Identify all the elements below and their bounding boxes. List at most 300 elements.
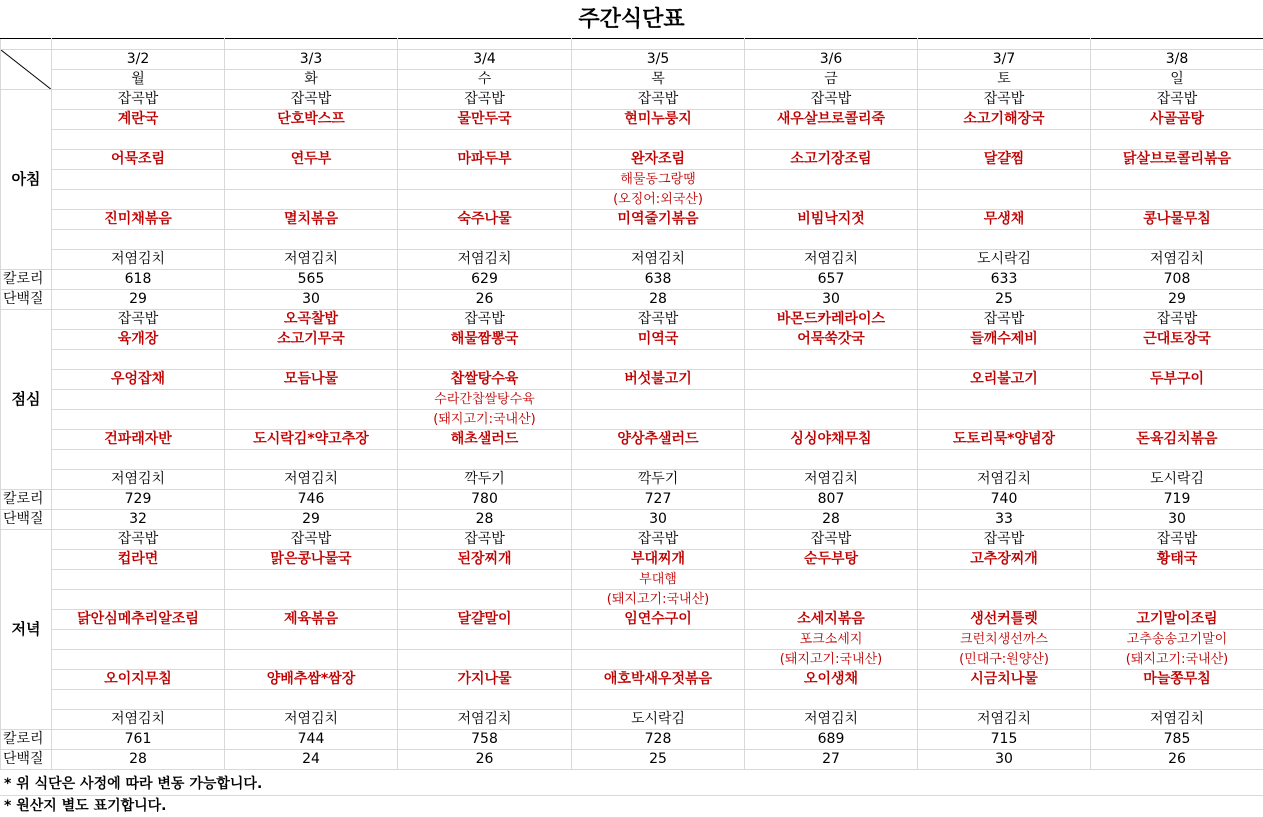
table-row: [1, 150, 1263, 170]
breakfast-kimchi-cell: 저염김치: [398, 250, 572, 270]
lunch-rice-cell: 잡곡밥: [918, 310, 1091, 330]
dinner-origin2-cell: (민대구:원양산): [918, 650, 1091, 670]
lunch-soup-cell: 소고기무국: [225, 330, 398, 350]
lunch-rice-cell: 잡곡밥: [52, 310, 225, 330]
dinner-side-cell: 마늘쫑무침: [1091, 670, 1263, 690]
day-date: 3/2: [52, 50, 225, 70]
table-row: [1, 390, 1263, 410]
lunch-blank-cell: [745, 450, 918, 470]
breakfast-blank-cell: [1091, 230, 1263, 250]
lunch-main-cell: 우엉잡채: [52, 370, 225, 390]
breakfast-main-cell: 어묵조림: [52, 150, 225, 170]
breakfast-main-cell: 완자조림: [572, 150, 745, 170]
corner-diagonal-cell: [1, 50, 52, 90]
dinner-kimchi-cell: 저염김치: [398, 710, 572, 730]
table-row: [1, 650, 1263, 670]
header-gap-cell: [52, 39, 225, 50]
dinner-origin1-cell: [572, 630, 745, 650]
dinner-kimchi-cell: 저염김치: [225, 710, 398, 730]
breakfast-soup-cell: 단호박스프: [225, 110, 398, 130]
dinner-main-cell: 생선커틀렛: [918, 610, 1091, 630]
table-row: [1, 530, 1263, 550]
dinner-rice-cell: 잡곡밥: [398, 530, 572, 550]
lunch-blank-cell: [1091, 350, 1263, 370]
note-change: * 위 식단은 사정에 따라 변동 가능합니다.: [0, 774, 1263, 796]
lunch-main-cell: 찹쌀탕수육: [398, 370, 572, 390]
protein-label: 단백질: [1, 750, 52, 770]
dinner-protein-value: 25: [572, 750, 745, 770]
dinner-side-cell: 오이지무침: [52, 670, 225, 690]
breakfast-calorie-value: 629: [398, 270, 572, 290]
breakfast-calorie-value: 618: [52, 270, 225, 290]
header-gap-cell: [1, 39, 52, 50]
dinner-extra1-cell: [745, 570, 918, 590]
lunch-blank-cell: [398, 350, 572, 370]
dinner-extra2-cell: [52, 590, 225, 610]
lunch-soup-cell: 육개장: [52, 330, 225, 350]
breakfast-rice-cell: 잡곡밥: [1091, 90, 1263, 110]
diagonal-line-icon: [1, 50, 52, 90]
table-row: [1, 110, 1263, 130]
breakfast-origin2-cell: [52, 190, 225, 210]
table-row: [1, 450, 1263, 470]
breakfast-blank-cell: [572, 130, 745, 150]
breakfast-soup-cell: 소고기해장국: [918, 110, 1091, 130]
lunch-origin1-cell: [745, 390, 918, 410]
lunch-blank-cell: [572, 350, 745, 370]
lunch-calorie-value: 719: [1091, 490, 1263, 510]
dinner-origin1-cell: 포크소세지: [745, 630, 918, 650]
breakfast-origin1-cell: [918, 170, 1091, 190]
lunch-kimchi-cell: 도시락김: [1091, 470, 1263, 490]
table-row: [1, 250, 1263, 270]
breakfast-calorie-value: 565: [225, 270, 398, 290]
dinner-origin2-cell: (돼지고기:국내산): [745, 650, 918, 670]
lunch-blank-cell: [225, 350, 398, 370]
lunch-protein-value: 28: [398, 510, 572, 530]
breakfast-origin2-cell: (오징어:외국산): [572, 190, 745, 210]
breakfast-protein-value: 28: [572, 290, 745, 310]
lunch-calorie-value: 746: [225, 490, 398, 510]
day-of-week: 금: [745, 70, 918, 90]
lunch-soup-cell: 들깨수제비: [918, 330, 1091, 350]
header-gap-cell: [1091, 39, 1263, 50]
dinner-protein-value: 24: [225, 750, 398, 770]
table-row: [1, 170, 1263, 190]
breakfast-blank-cell: [225, 130, 398, 150]
dinner-extra1-cell: 부대햄: [572, 570, 745, 590]
lunch-origin1-cell: 수라간찹쌀탕수육: [398, 390, 572, 410]
lunch-kimchi-cell: 저염김치: [918, 470, 1091, 490]
dinner-origin2-cell: [225, 650, 398, 670]
lunch-calorie-value: 740: [918, 490, 1091, 510]
breakfast-main-cell: 마파두부: [398, 150, 572, 170]
lunch-side-cell: 도시락김*약고추장: [225, 430, 398, 450]
day-of-week: 일: [1091, 70, 1263, 90]
header-gap-cell: [918, 39, 1091, 50]
lunch-blank-cell: [398, 450, 572, 470]
dinner-extra2-cell: [918, 590, 1091, 610]
lunch-main-cell: 모듬나물: [225, 370, 398, 390]
breakfast-blank-cell: [398, 130, 572, 150]
day-date: 3/8: [1091, 50, 1263, 70]
dinner-soup-cell: 맑은콩나물국: [225, 550, 398, 570]
lunch-blank-cell: [52, 450, 225, 470]
dinner-protein-value: 26: [398, 750, 572, 770]
lunch-rice-cell: 잡곡밥: [398, 310, 572, 330]
lunch-kimchi-cell: 저염김치: [745, 470, 918, 490]
table-row: [1, 230, 1263, 250]
dinner-main-cell: 달걀말이: [398, 610, 572, 630]
breakfast-protein-value: 29: [1091, 290, 1263, 310]
lunch-blank-cell: [572, 450, 745, 470]
dinner-calorie-value: 758: [398, 730, 572, 750]
dinner-origin1-cell: 크런치생선까스: [918, 630, 1091, 650]
lunch-main-cell: 버섯불고기: [572, 370, 745, 390]
lunch-side-cell: 해초샐러드: [398, 430, 572, 450]
meal-label-dinner: 저녁: [1, 530, 52, 730]
dinner-rice-cell: 잡곡밥: [918, 530, 1091, 550]
header-gap-cell: [398, 39, 572, 50]
dinner-extra2-cell: [745, 590, 918, 610]
breakfast-soup-cell: 사골곰탕: [1091, 110, 1263, 130]
dinner-soup-cell: 된장찌개: [398, 550, 572, 570]
weekly-menu-table: [0, 38, 1263, 770]
breakfast-side-cell: 무생채: [918, 210, 1091, 230]
lunch-origin2-cell: [52, 410, 225, 430]
dinner-origin1-cell: [398, 630, 572, 650]
breakfast-calorie-value: 657: [745, 270, 918, 290]
lunch-kimchi-cell: 저염김치: [225, 470, 398, 490]
lunch-calorie-value: 807: [745, 490, 918, 510]
breakfast-blank-cell: [52, 130, 225, 150]
lunch-blank-cell: [1091, 450, 1263, 470]
stat-row-calorie: [1, 730, 1263, 750]
dinner-extra2-cell: [225, 590, 398, 610]
stat-row-protein: [1, 750, 1263, 770]
dinner-protein-value: 27: [745, 750, 918, 770]
lunch-blank-cell: [52, 350, 225, 370]
table-row: [1, 710, 1263, 730]
lunch-origin1-cell: [918, 390, 1091, 410]
breakfast-kimchi-cell: 저염김치: [745, 250, 918, 270]
dinner-calorie-value: 744: [225, 730, 398, 750]
dinner-rice-cell: 잡곡밥: [572, 530, 745, 550]
lunch-main-cell: [745, 370, 918, 390]
lunch-soup-cell: 근대토장국: [1091, 330, 1263, 350]
breakfast-kimchi-cell: 도시락김: [918, 250, 1091, 270]
breakfast-kimchi-cell: 저염김치: [225, 250, 398, 270]
stat-row-calorie: [1, 490, 1263, 510]
table-row: [1, 90, 1263, 110]
day-of-week: 월: [52, 70, 225, 90]
lunch-protein-value: 29: [225, 510, 398, 530]
breakfast-rice-cell: 잡곡밥: [745, 90, 918, 110]
protein-label: 단백질: [1, 510, 52, 530]
header-gap-cell: [572, 39, 745, 50]
lunch-origin2-cell: (돼지고기:국내산): [398, 410, 572, 430]
dinner-soup-cell: 부대찌개: [572, 550, 745, 570]
dinner-rice-cell: 잡곡밥: [52, 530, 225, 550]
table-row: [1, 130, 1263, 150]
breakfast-side-cell: 진미채볶음: [52, 210, 225, 230]
lunch-blank-cell: [918, 450, 1091, 470]
breakfast-blank-cell: [745, 230, 918, 250]
dinner-soup-cell: 황태국: [1091, 550, 1263, 570]
lunch-origin2-cell: [225, 410, 398, 430]
lunch-origin1-cell: [1091, 390, 1263, 410]
breakfast-origin1-cell: [398, 170, 572, 190]
dinner-main-cell: 소세지볶음: [745, 610, 918, 630]
dinner-origin2-cell: [572, 650, 745, 670]
breakfast-main-cell: 연두부: [225, 150, 398, 170]
dinner-extra1-cell: [225, 570, 398, 590]
day-date: 3/5: [572, 50, 745, 70]
header-gap-row: [1, 39, 1263, 50]
lunch-soup-cell: 해물짬뽕국: [398, 330, 572, 350]
protein-label: 단백질: [1, 290, 52, 310]
breakfast-origin1-cell: [52, 170, 225, 190]
breakfast-rice-cell: 잡곡밥: [398, 90, 572, 110]
dinner-extra2-cell: [1091, 590, 1263, 610]
dinner-kimchi-cell: 저염김치: [745, 710, 918, 730]
dinner-kimchi-cell: 도시락김: [572, 710, 745, 730]
dinner-origin1-cell: [225, 630, 398, 650]
breakfast-side-cell: 콩나물무침: [1091, 210, 1263, 230]
lunch-rice-cell: 오곡찰밥: [225, 310, 398, 330]
dinner-origin2-cell: [52, 650, 225, 670]
lunch-main-cell: 오리불고기: [918, 370, 1091, 390]
lunch-calorie-value: 780: [398, 490, 572, 510]
dinner-kimchi-cell: 저염김치: [1091, 710, 1263, 730]
breakfast-kimchi-cell: 저염김치: [52, 250, 225, 270]
breakfast-side-cell: 숙주나물: [398, 210, 572, 230]
lunch-protein-value: 28: [745, 510, 918, 530]
breakfast-soup-cell: 새우살브로콜리죽: [745, 110, 918, 130]
dinner-kimchi-cell: 저염김치: [52, 710, 225, 730]
lunch-side-cell: 양상추샐러드: [572, 430, 745, 450]
stat-row-protein: [1, 510, 1263, 530]
dinner-extra1-cell: [52, 570, 225, 590]
lunch-calorie-value: 729: [52, 490, 225, 510]
table-row: [1, 370, 1263, 390]
dinner-rice-cell: 잡곡밥: [225, 530, 398, 550]
dinner-extra2-cell: [398, 590, 572, 610]
dinner-protein-value: 30: [918, 750, 1091, 770]
breakfast-rice-cell: 잡곡밥: [52, 90, 225, 110]
dinner-soup-cell: 컵라면: [52, 550, 225, 570]
breakfast-origin1-cell: 해물동그랑땡: [572, 170, 745, 190]
dinner-rice-cell: 잡곡밥: [745, 530, 918, 550]
dinner-calorie-value: 715: [918, 730, 1091, 750]
breakfast-origin2-cell: [225, 190, 398, 210]
table-row: [1, 570, 1263, 590]
calorie-label: 칼로리: [1, 270, 52, 290]
lunch-origin2-cell: [1091, 410, 1263, 430]
day-of-week: 화: [225, 70, 398, 90]
breakfast-origin2-cell: [398, 190, 572, 210]
lunch-blank-cell: [745, 350, 918, 370]
breakfast-blank-cell: [398, 230, 572, 250]
breakfast-rice-cell: 잡곡밥: [225, 90, 398, 110]
dinner-soup-cell: 고추장찌개: [918, 550, 1091, 570]
breakfast-protein-value: 25: [918, 290, 1091, 310]
header-gap-cell: [225, 39, 398, 50]
dinner-calorie-value: 761: [52, 730, 225, 750]
dinner-calorie-value: 689: [745, 730, 918, 750]
dinner-side-cell: 양배추쌈*쌈장: [225, 670, 398, 690]
breakfast-origin2-cell: [745, 190, 918, 210]
breakfast-origin1-cell: [745, 170, 918, 190]
dinner-blank-cell: [225, 690, 398, 710]
day-of-week: 토: [918, 70, 1091, 90]
dinner-extra1-cell: [398, 570, 572, 590]
dinner-main-cell: 제육볶음: [225, 610, 398, 630]
lunch-side-cell: 도토리묵*양념장: [918, 430, 1091, 450]
lunch-rice-cell: 잡곡밥: [1091, 310, 1263, 330]
page-title: 주간식단표: [0, 0, 1263, 38]
day-date: 3/4: [398, 50, 572, 70]
day-date: 3/7: [918, 50, 1091, 70]
stat-row-protein: [1, 290, 1263, 310]
breakfast-rice-cell: 잡곡밥: [918, 90, 1091, 110]
lunch-protein-value: 30: [572, 510, 745, 530]
lunch-rice-cell: 바몬드카레라이스: [745, 310, 918, 330]
lunch-side-cell: 건파래자반: [52, 430, 225, 450]
table-row: [1, 190, 1263, 210]
lunch-protein-value: 33: [918, 510, 1091, 530]
breakfast-side-cell: 멸치볶음: [225, 210, 398, 230]
day-date: 3/6: [745, 50, 918, 70]
calorie-label: 칼로리: [1, 730, 52, 750]
table-row: [1, 310, 1263, 330]
table-row: [1, 590, 1263, 610]
meal-label-breakfast: 아침: [1, 90, 52, 270]
dinner-kimchi-cell: 저염김치: [918, 710, 1091, 730]
lunch-origin2-cell: [572, 410, 745, 430]
date-row: [1, 50, 1263, 70]
table-row: [1, 410, 1263, 430]
dinner-main-cell: 닭안심메추리알조림: [52, 610, 225, 630]
breakfast-blank-cell: [745, 130, 918, 150]
table-row: [1, 470, 1263, 490]
table-row: [1, 670, 1263, 690]
breakfast-blank-cell: [572, 230, 745, 250]
breakfast-calorie-value: 633: [918, 270, 1091, 290]
dinner-extra1-cell: [918, 570, 1091, 590]
breakfast-main-cell: 달걀찜: [918, 150, 1091, 170]
breakfast-soup-cell: 계란국: [52, 110, 225, 130]
dinner-extra2-cell: (돼지고기:국내산): [572, 590, 745, 610]
breakfast-origin2-cell: [1091, 190, 1263, 210]
dinner-side-cell: 오이생채: [745, 670, 918, 690]
breakfast-rice-cell: 잡곡밥: [572, 90, 745, 110]
breakfast-kimchi-cell: 저염김치: [1091, 250, 1263, 270]
lunch-blank-cell: [225, 450, 398, 470]
dinner-side-cell: 가지나물: [398, 670, 572, 690]
breakfast-protein-value: 30: [225, 290, 398, 310]
dinner-blank-cell: [572, 690, 745, 710]
lunch-side-cell: 싱싱야채무침: [745, 430, 918, 450]
lunch-protein-value: 32: [52, 510, 225, 530]
dinner-extra1-cell: [1091, 570, 1263, 590]
lunch-origin1-cell: [572, 390, 745, 410]
table-row: [1, 430, 1263, 450]
dinner-soup-cell: 순두부탕: [745, 550, 918, 570]
breakfast-soup-cell: 현미누룽지: [572, 110, 745, 130]
dinner-blank-cell: [398, 690, 572, 710]
breakfast-main-cell: 소고기장조림: [745, 150, 918, 170]
lunch-kimchi-cell: 깍두기: [398, 470, 572, 490]
breakfast-protein-value: 29: [52, 290, 225, 310]
dinner-origin2-cell: [398, 650, 572, 670]
dinner-blank-cell: [52, 690, 225, 710]
table-row: [1, 550, 1263, 570]
breakfast-blank-cell: [918, 130, 1091, 150]
dinner-blank-cell: [918, 690, 1091, 710]
breakfast-blank-cell: [52, 230, 225, 250]
dinner-origin1-cell: [52, 630, 225, 650]
lunch-soup-cell: 어묵쑥갓국: [745, 330, 918, 350]
header-gap-cell: [745, 39, 918, 50]
breakfast-kimchi-cell: 저염김치: [572, 250, 745, 270]
dow-row: [1, 70, 1263, 90]
breakfast-main-cell: 닭살브로콜리볶음: [1091, 150, 1263, 170]
breakfast-calorie-value: 708: [1091, 270, 1263, 290]
stat-row-calorie: [1, 270, 1263, 290]
dinner-main-cell: 고기말이조림: [1091, 610, 1263, 630]
dinner-protein-value: 26: [1091, 750, 1263, 770]
lunch-origin1-cell: [52, 390, 225, 410]
dinner-blank-cell: [1091, 690, 1263, 710]
lunch-main-cell: 두부구이: [1091, 370, 1263, 390]
lunch-origin2-cell: [918, 410, 1091, 430]
lunch-origin2-cell: [745, 410, 918, 430]
meal-label-lunch: 점심: [1, 310, 52, 490]
dinner-side-cell: 애호박새우젓볶음: [572, 670, 745, 690]
lunch-calorie-value: 727: [572, 490, 745, 510]
dinner-origin2-cell: (돼지고기:국내산): [1091, 650, 1263, 670]
breakfast-protein-value: 26: [398, 290, 572, 310]
breakfast-side-cell: 비빔낙지젓: [745, 210, 918, 230]
dinner-main-cell: 임연수구이: [572, 610, 745, 630]
lunch-soup-cell: 미역국: [572, 330, 745, 350]
breakfast-origin1-cell: [1091, 170, 1263, 190]
table-row: [1, 210, 1263, 230]
note-origin: * 원산지 별도 표기합니다.: [0, 796, 1263, 818]
lunch-side-cell: 돈육김치볶음: [1091, 430, 1263, 450]
breakfast-blank-cell: [225, 230, 398, 250]
table-row: [1, 630, 1263, 650]
dinner-calorie-value: 728: [572, 730, 745, 750]
breakfast-origin1-cell: [225, 170, 398, 190]
dinner-blank-cell: [745, 690, 918, 710]
day-of-week: 목: [572, 70, 745, 90]
lunch-rice-cell: 잡곡밥: [572, 310, 745, 330]
breakfast-origin2-cell: [918, 190, 1091, 210]
dinner-protein-value: 28: [52, 750, 225, 770]
table-row: [1, 330, 1263, 350]
breakfast-calorie-value: 638: [572, 270, 745, 290]
dinner-origin1-cell: 고추송송고기말이: [1091, 630, 1263, 650]
lunch-blank-cell: [918, 350, 1091, 370]
breakfast-blank-cell: [918, 230, 1091, 250]
notes: [0, 774, 1263, 818]
breakfast-protein-value: 30: [745, 290, 918, 310]
lunch-origin1-cell: [225, 390, 398, 410]
dinner-side-cell: 시금치나물: [918, 670, 1091, 690]
breakfast-blank-cell: [1091, 130, 1263, 150]
